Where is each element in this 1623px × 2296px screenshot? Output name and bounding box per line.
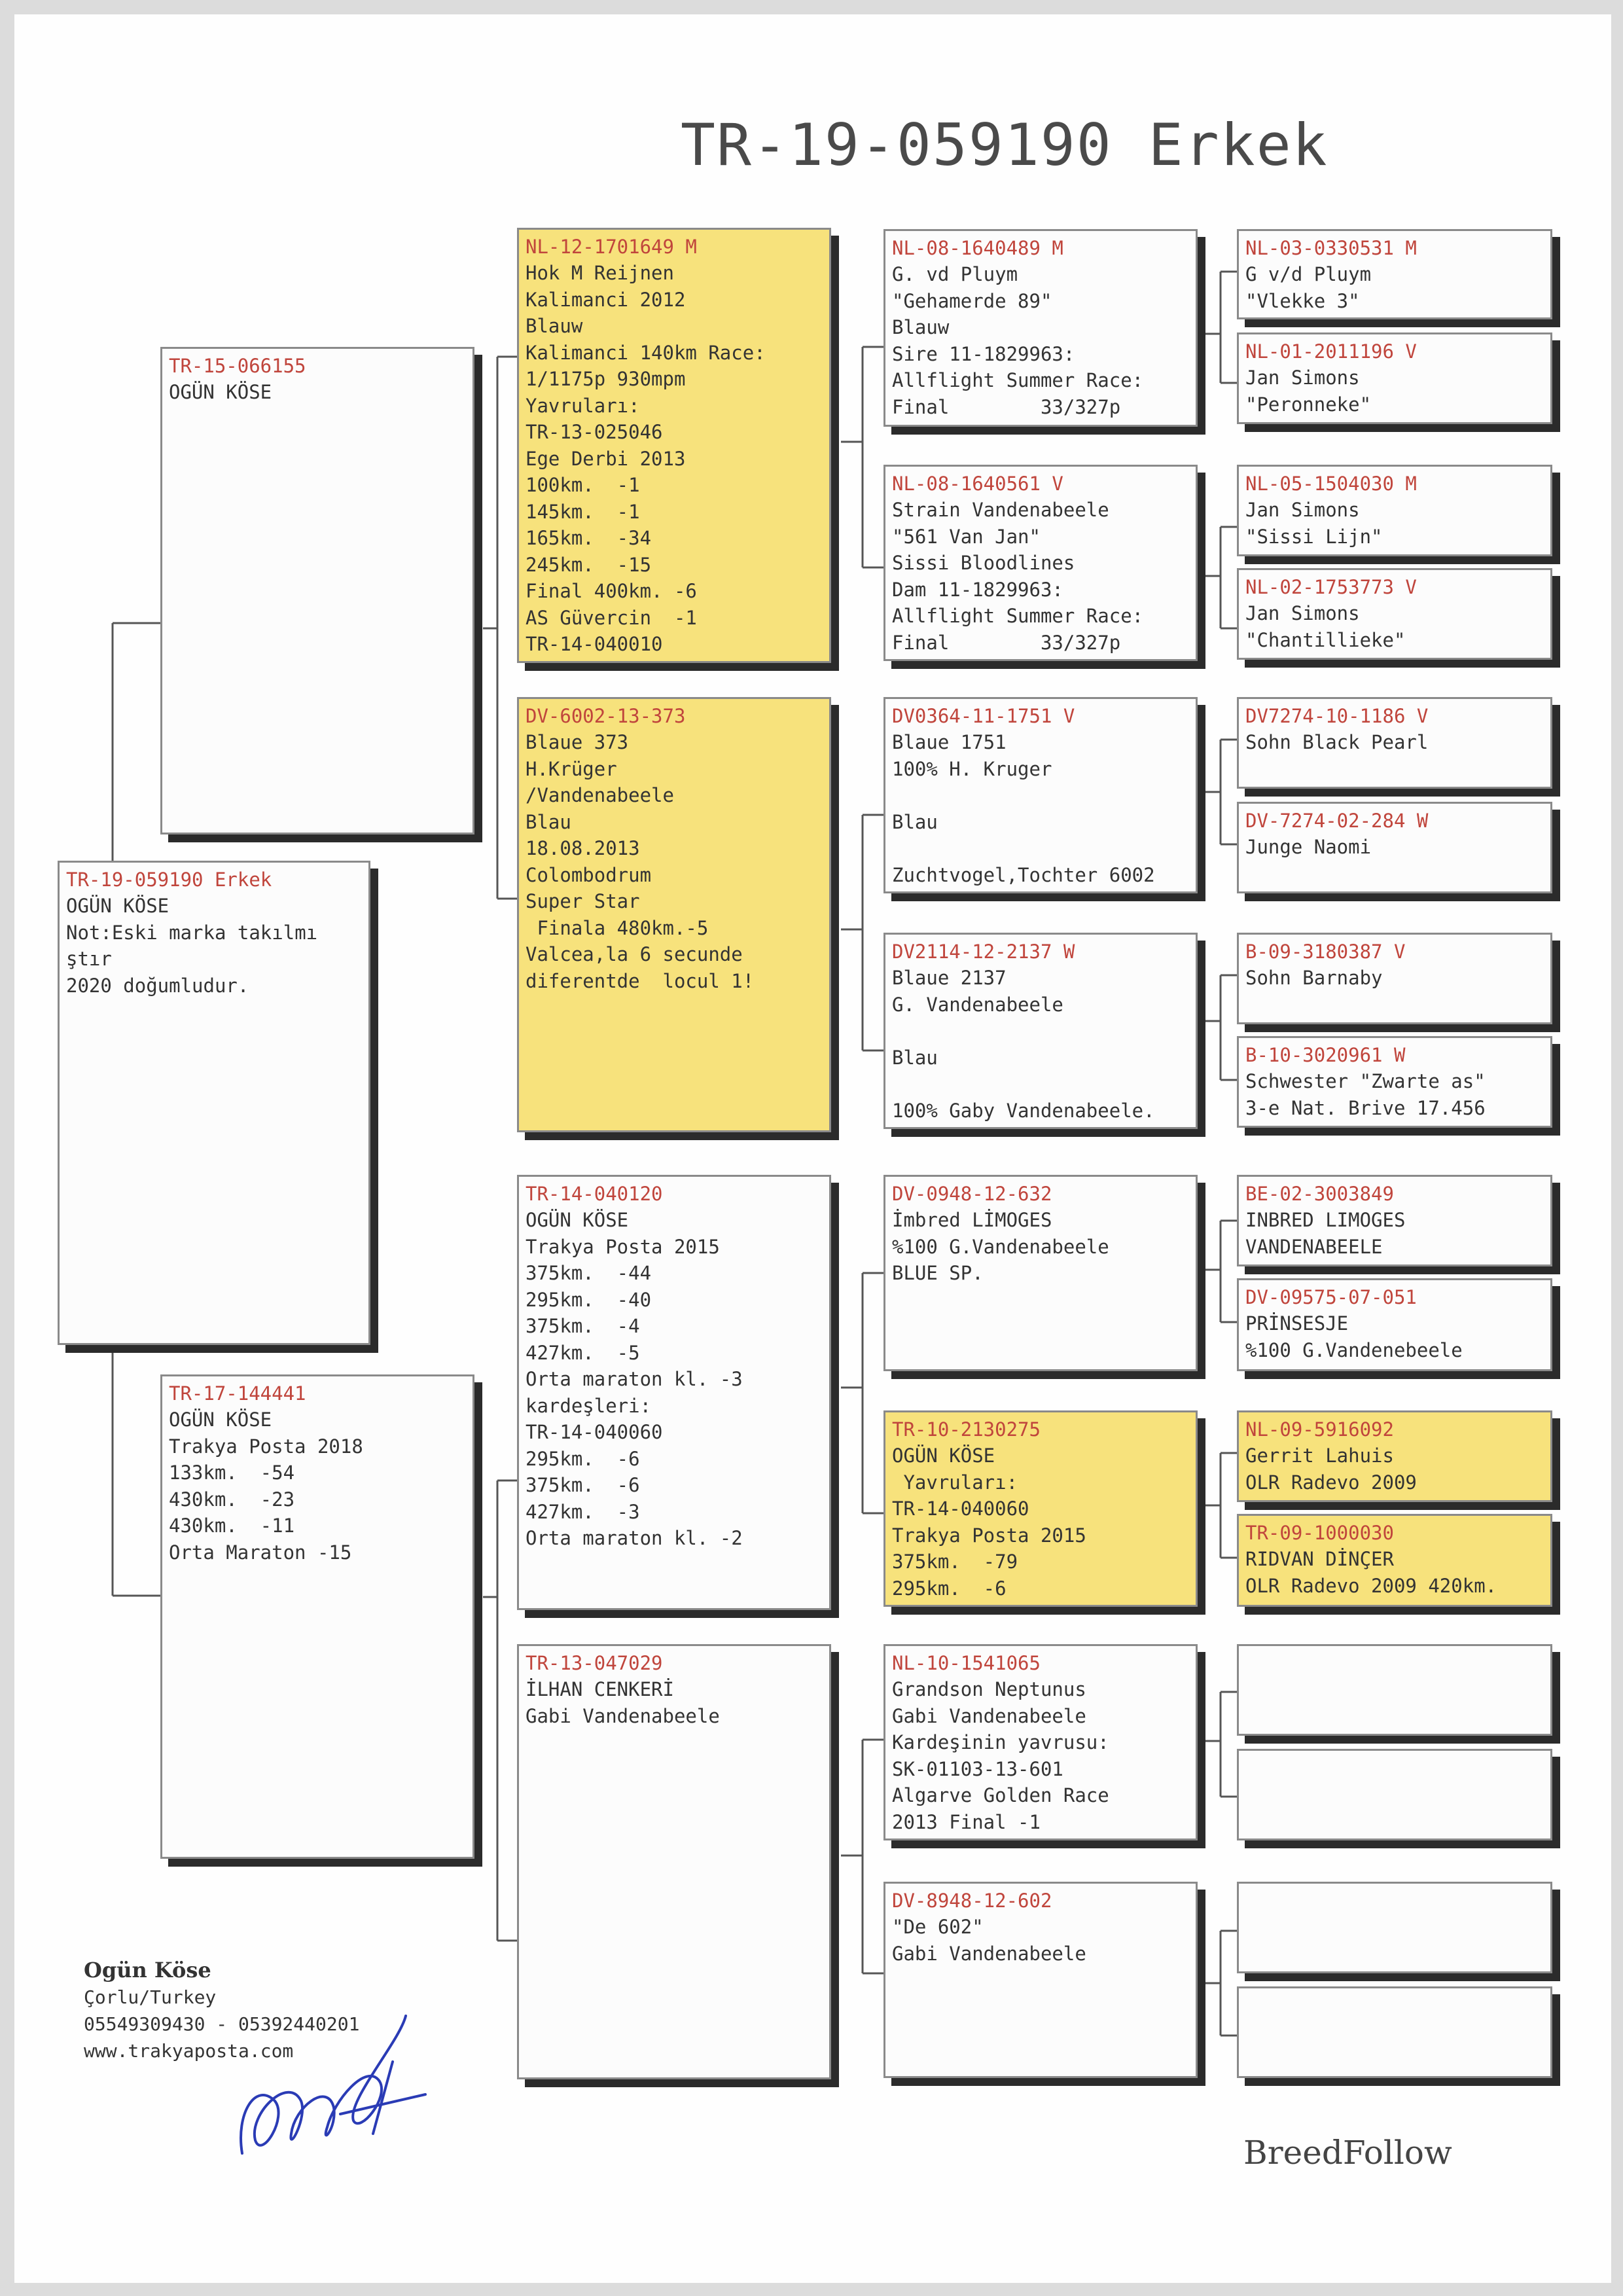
card-line: Kalimanci 140km Race: bbox=[526, 341, 766, 364]
pigeon-card-sire-sire bbox=[517, 228, 831, 663]
card-line: SK-01103-13-601 bbox=[892, 1757, 1063, 1780]
card-line: 1/1175p 930mpm bbox=[526, 368, 686, 390]
card-line: 295km. -6 bbox=[892, 1577, 1007, 1600]
pigeon-card-dds bbox=[883, 1644, 1198, 1840]
card-line: Colombodrum bbox=[526, 863, 652, 886]
card-line: Strain Vandenabeele bbox=[892, 499, 1109, 521]
card-line: Kardeşinin yavrusu: bbox=[892, 1731, 1109, 1753]
card-line: OLR Radevo 2009 bbox=[1245, 1471, 1417, 1494]
card-lines bbox=[1245, 729, 1544, 756]
card-line: Blaue 1751 bbox=[892, 731, 1007, 753]
card-line: Yavruları: bbox=[526, 394, 640, 417]
contact-website: www.trakyaposta.com bbox=[84, 2040, 294, 2062]
card-line: Sissi Bloodlines bbox=[892, 552, 1075, 574]
pigeon-card-sss bbox=[883, 229, 1198, 427]
signature-icon bbox=[229, 2003, 438, 2173]
card-line: /Vandenabeele bbox=[526, 784, 674, 806]
card-line bbox=[892, 782, 1189, 809]
card-lines bbox=[1245, 834, 1544, 861]
card-line: OLR Radevo 2009 420km. bbox=[1245, 1574, 1497, 1597]
card-line: Junge Naomi bbox=[1245, 836, 1372, 858]
card-line: Yavruları: bbox=[892, 1471, 1018, 1494]
card-line: Trakya Posta 2015 bbox=[892, 1524, 1086, 1547]
card-lines bbox=[892, 729, 1189, 888]
card-lines bbox=[892, 1914, 1189, 1967]
card-lines bbox=[892, 497, 1189, 656]
ring-number: TR-14-040120 bbox=[526, 1183, 663, 1205]
ring-number: B-10-3020961 W bbox=[1245, 1044, 1406, 1066]
pigeon-card-ddd bbox=[883, 1882, 1198, 2078]
card-lines bbox=[1245, 1546, 1544, 1599]
card-line bbox=[892, 1071, 1189, 1098]
ring-number: NL-09-5916092 bbox=[1245, 1418, 1394, 1441]
card-line: Trakya Posta 2015 bbox=[526, 1235, 720, 1258]
card-lines bbox=[526, 260, 823, 658]
ring-number: NL-01-2011196 V bbox=[1245, 340, 1417, 363]
card-line bbox=[892, 835, 1189, 862]
card-line: OGÜN KÖSE bbox=[66, 895, 169, 917]
card-lines bbox=[1245, 261, 1544, 314]
ring-number: NL-03-0330531 M bbox=[1245, 237, 1417, 259]
card-line: 3-e Nat. Brive 17.456 bbox=[1245, 1096, 1486, 1119]
card-line: BLUE SP. bbox=[892, 1262, 984, 1284]
card-line: Gabi Vandenabeele bbox=[892, 1942, 1086, 1965]
pigeon-card-subject bbox=[58, 861, 370, 1345]
brand-logo: BreedFollow bbox=[1243, 2134, 1452, 2172]
card-line: Allflight Summer Race: bbox=[892, 605, 1144, 627]
card-line: 427km. -3 bbox=[526, 1500, 640, 1523]
card-lines bbox=[1245, 965, 1544, 992]
ring-number: TR-17-144441 bbox=[169, 1382, 306, 1405]
card-line: ştır bbox=[66, 948, 112, 970]
ring-number: B-09-3180387 V bbox=[1245, 941, 1406, 963]
card-line: "De 602" bbox=[892, 1916, 984, 1938]
pigeon-card-ddsd bbox=[1237, 1749, 1552, 1840]
card-line: %100 G.Vandenabeele bbox=[892, 1235, 1109, 1258]
card-line: OGÜN KÖSE bbox=[169, 1408, 272, 1431]
card-line: Allflight Summer Race: bbox=[892, 369, 1144, 391]
card-lines bbox=[892, 1443, 1189, 1602]
card-line: kardeşleri: bbox=[526, 1394, 652, 1417]
ring-number: DV-0948-12-632 bbox=[892, 1183, 1052, 1205]
pigeon-card-dsss bbox=[1237, 1175, 1552, 1266]
pigeon-card-sdsd bbox=[1237, 802, 1552, 893]
card-line: Orta Maraton -15 bbox=[169, 1541, 352, 1564]
pigeon-card-sdss bbox=[1237, 697, 1552, 789]
card-lines bbox=[892, 1207, 1189, 1287]
card-line: 2013 Final -1 bbox=[892, 1810, 1041, 1833]
card-line: 427km. -5 bbox=[526, 1341, 640, 1364]
ring-number: NL-08-1640489 M bbox=[892, 237, 1063, 259]
card-line: G. Vandenabeele bbox=[892, 993, 1063, 1016]
card-line: Blaue 373 bbox=[526, 731, 629, 753]
card-line: Gabi Vandenabeele bbox=[892, 1704, 1086, 1727]
pigeon-card-ssss bbox=[1237, 229, 1552, 319]
card-line: 2020 doğumludur. bbox=[66, 974, 249, 997]
pigeon-card-ssd bbox=[883, 465, 1198, 661]
ring-number: DV-7274-02-284 W bbox=[1245, 810, 1429, 832]
ring-number: TR-10-2130275 bbox=[892, 1418, 1041, 1441]
card-line: G v/d Pluym bbox=[1245, 263, 1372, 285]
card-line: Blau bbox=[892, 1046, 938, 1069]
card-line: Gabi Vandenabeele bbox=[526, 1704, 720, 1727]
pigeon-card-ddss bbox=[1237, 1644, 1552, 1736]
card-line: RIDVAN DİNÇER bbox=[1245, 1548, 1394, 1570]
card-line: OGÜN KÖSE bbox=[892, 1444, 995, 1467]
ring-number: NL-10-1541065 bbox=[892, 1652, 1041, 1674]
card-line bbox=[892, 1018, 1189, 1045]
pigeon-card-dsd bbox=[883, 1410, 1198, 1607]
card-lines bbox=[526, 1676, 823, 1729]
ring-number: DV-8948-12-602 bbox=[892, 1890, 1052, 1912]
ring-number: TR-13-047029 bbox=[526, 1652, 663, 1674]
card-line: 100% Gaby Vandenabeele. bbox=[892, 1099, 1155, 1122]
card-line: TR-14-040060 bbox=[892, 1498, 1029, 1520]
pigeon-card-dssd bbox=[1237, 1278, 1552, 1371]
contact-city: Çorlu/Turkey bbox=[84, 1986, 217, 2008]
card-lines bbox=[169, 379, 466, 406]
card-line: Gerrit Lahuis bbox=[1245, 1444, 1394, 1467]
card-line: G. vd Pluym bbox=[892, 263, 1018, 285]
card-line: Blauw bbox=[526, 315, 583, 337]
card-lines bbox=[1245, 600, 1544, 653]
pigeon-card-sire bbox=[160, 347, 474, 834]
card-line: 100km. -1 bbox=[526, 474, 640, 496]
pigeon-card-sire-dam bbox=[517, 697, 831, 1132]
pigeon-card-dam bbox=[160, 1374, 474, 1859]
card-line: diferentde locul 1! bbox=[526, 969, 755, 992]
card-line: 145km. -1 bbox=[526, 500, 640, 523]
card-line: "Vlekke 3" bbox=[1245, 289, 1360, 312]
ring-number: NL-08-1640561 V bbox=[892, 473, 1063, 495]
card-lines bbox=[892, 965, 1189, 1124]
card-line: "Sissi Lijn" bbox=[1245, 525, 1383, 548]
pigeon-card-dam-dam bbox=[517, 1644, 831, 2079]
pigeon-card-sssd bbox=[1237, 332, 1552, 424]
card-line: Algarve Golden Race bbox=[892, 1784, 1109, 1806]
card-line: 100% H. Kruger bbox=[892, 757, 1052, 780]
card-line: Sire 11-1829963: bbox=[892, 342, 1075, 365]
card-line: Jan Simons bbox=[1245, 367, 1360, 389]
card-line: Not:Eski marka takılmı bbox=[66, 921, 318, 944]
card-line: H.Krüger bbox=[526, 757, 617, 780]
card-line: 375km. -44 bbox=[526, 1262, 652, 1284]
card-line: 165km. -34 bbox=[526, 527, 652, 549]
card-line: "Chantillieke" bbox=[1245, 628, 1406, 651]
card-line: Final 400km. -6 bbox=[526, 580, 697, 602]
card-line: Trakya Posta 2018 bbox=[169, 1435, 363, 1458]
card-line: INBRED LIMOGES bbox=[1245, 1209, 1406, 1231]
card-line: %100 G.Vandenebeele bbox=[1245, 1338, 1463, 1361]
card-lines bbox=[1245, 365, 1544, 418]
pigeon-card-sds bbox=[883, 697, 1198, 893]
card-lines bbox=[1245, 1068, 1544, 1121]
contact-phone: 05549309430 - 05392440201 bbox=[84, 2013, 360, 2035]
card-line: 375km. -4 bbox=[526, 1315, 640, 1337]
card-line: Hok M Reijnen bbox=[526, 262, 674, 284]
pigeon-card-sdd bbox=[883, 933, 1198, 1129]
ring-number: DV-09575-07-051 bbox=[1245, 1286, 1417, 1308]
card-line: Finala 480km.-5 bbox=[526, 916, 709, 939]
card-line: TR-14-040010 bbox=[526, 633, 663, 655]
card-line: Blauw bbox=[892, 316, 950, 338]
card-lines bbox=[1245, 1310, 1544, 1363]
card-line: Dam 11-1829963: bbox=[892, 578, 1063, 601]
page-title: TR-19-059190 Erkek bbox=[681, 111, 1329, 179]
card-lines bbox=[892, 1676, 1189, 1835]
card-line: Super Star bbox=[526, 890, 640, 912]
card-line: TR-14-040060 bbox=[526, 1421, 663, 1443]
card-line: 375km. -79 bbox=[892, 1551, 1018, 1573]
ring-number: NL-12-1701649 M bbox=[526, 236, 697, 258]
card-line: "Peronneke" bbox=[1245, 393, 1372, 416]
card-line: Kalimanci 2012 bbox=[526, 288, 686, 311]
card-line: "Gehamerde 89" bbox=[892, 289, 1052, 312]
card-line: "561 Van Jan" bbox=[892, 525, 1041, 548]
card-lines bbox=[1245, 1207, 1544, 1260]
card-line: Sohn Barnaby bbox=[1245, 967, 1383, 989]
card-line: OGÜN KÖSE bbox=[169, 381, 272, 403]
card-line: Jan Simons bbox=[1245, 602, 1360, 624]
card-line: Valcea,la 6 secunde bbox=[526, 943, 743, 965]
card-line: Blaue 2137 bbox=[892, 967, 1007, 989]
card-line: PRİNSESJE bbox=[1245, 1312, 1349, 1335]
card-lines bbox=[1245, 1443, 1544, 1496]
card-line: Final 33/327p bbox=[892, 395, 1121, 418]
ring-number: DV0364-11-1751 V bbox=[892, 705, 1075, 727]
ring-number: TR-09-1000030 bbox=[1245, 1522, 1394, 1544]
card-line: Jan Simons bbox=[1245, 499, 1360, 521]
ring-number: TR-15-066155 bbox=[169, 355, 306, 377]
card-line: Final 33/327p bbox=[892, 631, 1121, 654]
card-line: Blau bbox=[892, 810, 938, 833]
card-line: 430km. -11 bbox=[169, 1515, 295, 1537]
card-lines bbox=[526, 1207, 823, 1552]
card-line: 295km. -40 bbox=[526, 1288, 652, 1311]
card-line: OGÜN KÖSE bbox=[526, 1209, 629, 1231]
pigeon-card-dss bbox=[883, 1175, 1198, 1371]
ring-number: BE-02-3003849 bbox=[1245, 1183, 1394, 1205]
card-line: Blau bbox=[526, 810, 571, 833]
card-line: Schwester "Zwarte as" bbox=[1245, 1070, 1486, 1092]
card-lines bbox=[66, 893, 362, 999]
card-lines bbox=[526, 729, 823, 994]
card-lines bbox=[1245, 497, 1544, 550]
contact-name: Ogün Köse bbox=[84, 1958, 211, 1982]
card-line: 430km. -23 bbox=[169, 1488, 295, 1511]
card-line: Orta maraton kl. -2 bbox=[526, 1527, 743, 1549]
card-line: Grandson Neptunus bbox=[892, 1678, 1086, 1700]
card-line: AS Güvercin -1 bbox=[526, 606, 697, 629]
card-line: Zuchtvogel,Tochter 6002 bbox=[892, 863, 1155, 886]
card-line: 375km. -6 bbox=[526, 1474, 640, 1496]
ring-number: NL-05-1504030 M bbox=[1245, 473, 1417, 495]
card-lines bbox=[892, 261, 1189, 420]
ring-number: NL-02-1753773 V bbox=[1245, 576, 1417, 598]
card-line: TR-13-025046 bbox=[526, 421, 663, 443]
pigeon-card-dsds bbox=[1237, 1410, 1552, 1502]
ring-number: TR-19-059190 Erkek bbox=[66, 869, 272, 891]
pigeon-card-sddd bbox=[1237, 1036, 1552, 1128]
card-lines bbox=[169, 1407, 466, 1566]
pigeon-card-ddds bbox=[1237, 1882, 1552, 1973]
pigeon-card-ssdd bbox=[1237, 568, 1552, 660]
card-line: Ege Derbi 2013 bbox=[526, 447, 686, 470]
pigeon-card-ssds bbox=[1237, 465, 1552, 556]
pigeon-card-sdds bbox=[1237, 933, 1552, 1024]
card-line: Orta maraton kl. -3 bbox=[526, 1368, 743, 1390]
card-line: VANDENABEELE bbox=[1245, 1235, 1383, 1258]
card-line: İLHAN CENKERİ bbox=[526, 1678, 674, 1700]
pigeon-card-dddd bbox=[1237, 1986, 1552, 2078]
card-line: 18.08.2013 bbox=[526, 837, 640, 859]
ring-number: DV2114-12-2137 W bbox=[892, 941, 1075, 963]
card-line: 245km. -15 bbox=[526, 553, 652, 576]
card-line: İmbred LİMOGES bbox=[892, 1209, 1052, 1231]
ring-number: DV7274-10-1186 V bbox=[1245, 705, 1429, 727]
pigeon-card-dsdd bbox=[1237, 1514, 1552, 1607]
ring-number: DV-6002-13-373 bbox=[526, 705, 686, 727]
card-line: 295km. -6 bbox=[526, 1447, 640, 1470]
pigeon-card-dam-sire bbox=[517, 1175, 831, 1610]
card-line: 133km. -54 bbox=[169, 1462, 295, 1484]
card-line: Sohn Black Pearl bbox=[1245, 731, 1429, 753]
